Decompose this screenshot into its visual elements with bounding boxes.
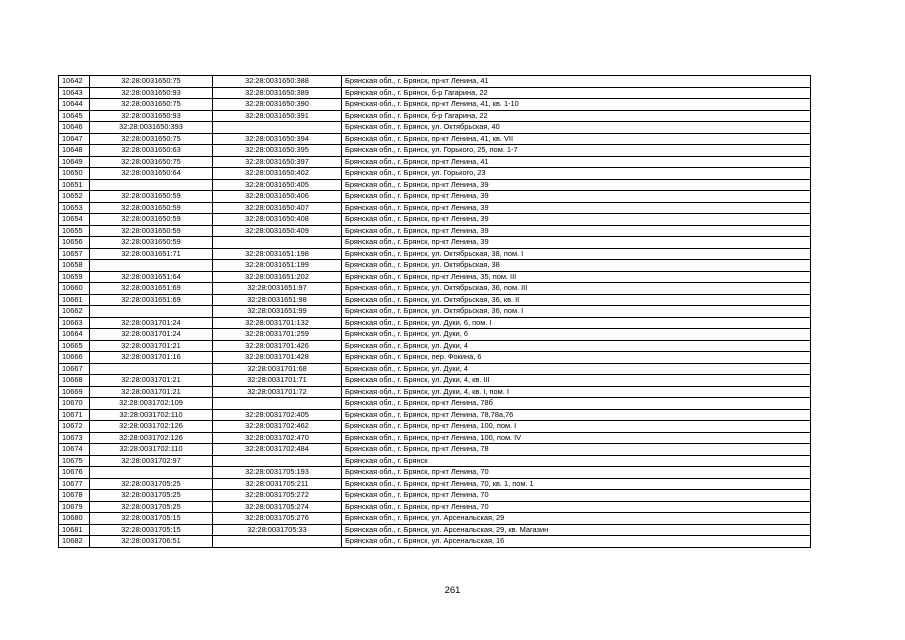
- row-number-cell: 10651: [59, 179, 90, 191]
- land-parcel-number-cell: 32:28:0031701:21: [90, 386, 213, 398]
- table-row: [59, 110, 811, 122]
- address-cell: Брянская обл., г. Брянск, пр-кт Ленина, 70: [342, 467, 811, 479]
- land-parcel-number-cell: 32:28:0031702:110: [90, 409, 213, 421]
- address-cell: Брянская обл., г. Брянск, пр-кт Ленина, 41: [342, 156, 811, 168]
- row-number-cell: 10661: [59, 294, 90, 306]
- land-parcel-number-cell: 32:28:0031650:59: [90, 202, 213, 214]
- table-row: [59, 421, 811, 433]
- object-cadastral-number-cell: [213, 536, 342, 548]
- object-cadastral-number-cell: 32:28:0031701:71: [213, 375, 342, 387]
- table-row: [59, 317, 811, 329]
- object-cadastral-number-cell: 32:28:0031650:397: [213, 156, 342, 168]
- land-parcel-number-cell: 32:28:0031705:25: [90, 501, 213, 513]
- table-row: [59, 99, 811, 111]
- land-parcel-number-cell: 32:28:0031651:64: [90, 271, 213, 283]
- land-parcel-number-cell: 32:28:0031702:126: [90, 432, 213, 444]
- object-cadastral-number-cell: 32:28:0031651:97: [213, 283, 342, 295]
- land-parcel-number-cell: 32:28:0031650:63: [90, 145, 213, 157]
- row-number-cell: 10672: [59, 421, 90, 433]
- address-cell: Брянская обл., г. Брянск, б-р Гагарина, 22: [342, 87, 811, 99]
- land-parcel-number-cell: [90, 306, 213, 318]
- address-cell: Брянская обл., г. Брянск, ул. Октябрьская, 40: [342, 122, 811, 134]
- address-cell: Брянская обл., г. Брянск, ул. Арсенальская, 29, кв. Магазин: [342, 524, 811, 536]
- address-cell: Брянская обл., г. Брянск, пр-кт Ленина, 41, кв. 1-10: [342, 99, 811, 111]
- table-row: [59, 398, 811, 410]
- address-cell: Брянская обл., г. Брянск, ул. Арсенальская, 29: [342, 513, 811, 525]
- table-row: [59, 375, 811, 387]
- object-cadastral-number-cell: 32:28:0031702:405: [213, 409, 342, 421]
- object-cadastral-number-cell: 32:28:0031650:408: [213, 214, 342, 226]
- address-cell: Брянская обл., г. Брянск, пр-кт Ленина, 78,78а,76: [342, 409, 811, 421]
- table-row: [59, 283, 811, 295]
- object-cadastral-number-cell: 32:28:0031650:389: [213, 87, 342, 99]
- address-cell: Брянская обл., г. Брянск, пр-кт Ленина, 39: [342, 202, 811, 214]
- object-cadastral-number-cell: 32:28:0031651:199: [213, 260, 342, 272]
- land-parcel-number-cell: 32:28:0031650:75: [90, 99, 213, 111]
- address-cell: Брянская обл., г. Брянск, ул. Дуки, 4: [342, 340, 811, 352]
- land-parcel-number-cell: 32:28:0031650:75: [90, 76, 213, 88]
- row-number-cell: 10648: [59, 145, 90, 157]
- address-cell: Брянская обл., г. Брянск, ул. Октябрьская, 38: [342, 260, 811, 272]
- object-cadastral-number-cell: 32:28:0031705:193: [213, 467, 342, 479]
- row-number-cell: 10676: [59, 467, 90, 479]
- object-cadastral-number-cell: 32:28:0031701:428: [213, 352, 342, 364]
- row-number-cell: 10677: [59, 478, 90, 490]
- address-cell: Брянская обл., г. Брянск, пр-кт Ленина, 70: [342, 501, 811, 513]
- row-number-cell: 10667: [59, 363, 90, 375]
- row-number-cell: 10657: [59, 248, 90, 260]
- row-number-cell: 10659: [59, 271, 90, 283]
- object-cadastral-number-cell: 32:28:0031651:98: [213, 294, 342, 306]
- address-cell: Брянская обл., г. Брянск, пер. Фокина, 6: [342, 352, 811, 364]
- table-row: [59, 202, 811, 214]
- land-parcel-number-cell: 32:28:0031650:59: [90, 214, 213, 226]
- object-cadastral-number-cell: 32:28:0031651:198: [213, 248, 342, 260]
- address-cell: Брянская обл., г. Брянск, ул. Дуки, 6, пом. I: [342, 317, 811, 329]
- land-parcel-number-cell: 32:28:0031651:69: [90, 283, 213, 295]
- table-row: [59, 156, 811, 168]
- table-row: [59, 455, 811, 467]
- address-cell: Брянская обл., г. Брянск, пр-кт Ленина, 39: [342, 179, 811, 191]
- address-cell: Брянская обл., г. Брянск, ул. Октябрьская, 38, пом. I: [342, 248, 811, 260]
- row-number-cell: 10666: [59, 352, 90, 364]
- land-parcel-number-cell: 32:28:0031706:51: [90, 536, 213, 548]
- land-parcel-number-cell: 32:28:0031701:21: [90, 340, 213, 352]
- table-row: [59, 145, 811, 157]
- land-parcel-number-cell: 32:28:0031650:59: [90, 191, 213, 203]
- land-parcel-number-cell: 32:28:0031701:24: [90, 329, 213, 341]
- table-row: [59, 214, 811, 226]
- row-number-cell: 10649: [59, 156, 90, 168]
- address-cell: Брянская обл., г. Брянск, б-р Гагарина, 22: [342, 110, 811, 122]
- land-parcel-number-cell: 32:28:0031650:393: [90, 122, 213, 134]
- table-row: [59, 352, 811, 364]
- row-number-cell: 10652: [59, 191, 90, 203]
- table-row: [59, 329, 811, 341]
- table-row: [59, 168, 811, 180]
- object-cadastral-number-cell: 32:28:0031702:462: [213, 421, 342, 433]
- row-number-cell: 10662: [59, 306, 90, 318]
- address-cell: Брянская обл., г. Брянск, пр-кт Ленина, 39: [342, 237, 811, 249]
- address-cell: Брянская обл., г. Брянск, пр-кт Ленина, 70: [342, 490, 811, 502]
- land-parcel-number-cell: 32:28:0031650:59: [90, 225, 213, 237]
- object-cadastral-number-cell: 32:28:0031701:132: [213, 317, 342, 329]
- row-number-cell: 10682: [59, 536, 90, 548]
- land-parcel-number-cell: 32:28:0031702:109: [90, 398, 213, 410]
- object-cadastral-number-cell: 32:28:0031705:211: [213, 478, 342, 490]
- object-cadastral-number-cell: 32:28:0031705:276: [213, 513, 342, 525]
- address-cell: Брянская обл., г. Брянск, ул. Арсенальская, 16: [342, 536, 811, 548]
- address-cell: Брянская обл., г. Брянск, ул. Дуки, 4, кв. III: [342, 375, 811, 387]
- land-parcel-number-cell: 32:28:0031650:75: [90, 133, 213, 145]
- row-number-cell: 10650: [59, 168, 90, 180]
- table-row: [59, 490, 811, 502]
- table-row: [59, 271, 811, 283]
- table-row: [59, 306, 811, 318]
- address-cell: Брянская обл., г. Брянск, ул. Октябрьская, 36, кв. II: [342, 294, 811, 306]
- object-cadastral-number-cell: 32:28:0031705:274: [213, 501, 342, 513]
- object-cadastral-number-cell: 32:28:0031650:405: [213, 179, 342, 191]
- address-cell: Брянская обл., г. Брянск, пр-кт Ленина, 39: [342, 191, 811, 203]
- row-number-cell: 10660: [59, 283, 90, 295]
- object-cadastral-number-cell: 32:28:0031650:391: [213, 110, 342, 122]
- table-row: [59, 260, 811, 272]
- address-cell: Брянская обл., г. Брянск: [342, 455, 811, 467]
- address-cell: Брянская обл., г. Брянск, пр-кт Ленина, 35, пом. III: [342, 271, 811, 283]
- row-number-cell: 10656: [59, 237, 90, 249]
- object-cadastral-number-cell: 32:28:0031650:402: [213, 168, 342, 180]
- land-parcel-number-cell: [90, 363, 213, 375]
- land-parcel-number-cell: 32:28:0031702:126: [90, 421, 213, 433]
- address-cell: Брянская обл., г. Брянск, ул. Дуки, 6: [342, 329, 811, 341]
- table-row: [59, 513, 811, 525]
- row-number-cell: 10644: [59, 99, 90, 111]
- object-cadastral-number-cell: 32:28:0031650:407: [213, 202, 342, 214]
- object-cadastral-number-cell: 32:28:0031701:68: [213, 363, 342, 375]
- land-parcel-number-cell: 32:28:0031702:110: [90, 444, 213, 456]
- object-cadastral-number-cell: 32:28:0031650:406: [213, 191, 342, 203]
- row-number-cell: 10665: [59, 340, 90, 352]
- address-cell: Брянская обл., г. Брянск, ул. Горького, 23: [342, 168, 811, 180]
- table-row: [59, 248, 811, 260]
- table-row: [59, 536, 811, 548]
- land-parcel-number-cell: 32:28:0031651:69: [90, 294, 213, 306]
- table-row: [59, 294, 811, 306]
- table-row: [59, 76, 811, 88]
- object-cadastral-number-cell: 32:28:0031650:390: [213, 99, 342, 111]
- land-parcel-number-cell: 32:28:0031701:16: [90, 352, 213, 364]
- registry-body: [59, 76, 811, 548]
- land-parcel-number-cell: 32:28:0031705:15: [90, 524, 213, 536]
- object-cadastral-number-cell: 32:28:0031650:388: [213, 76, 342, 88]
- land-parcel-number-cell: 32:28:0031702:97: [90, 455, 213, 467]
- row-number-cell: 10646: [59, 122, 90, 134]
- land-parcel-number-cell: 32:28:0031705:25: [90, 478, 213, 490]
- land-parcel-number-cell: [90, 467, 213, 479]
- land-parcel-number-cell: 32:28:0031650:93: [90, 110, 213, 122]
- table-row: [59, 409, 811, 421]
- address-cell: Брянская обл., г. Брянск, ул. Октябрьская, 36, пом. III: [342, 283, 811, 295]
- land-parcel-number-cell: [90, 179, 213, 191]
- object-cadastral-number-cell: [213, 455, 342, 467]
- table-row: [59, 467, 811, 479]
- row-number-cell: 10653: [59, 202, 90, 214]
- table-row: [59, 478, 811, 490]
- table-row: [59, 225, 811, 237]
- row-number-cell: 10675: [59, 455, 90, 467]
- land-parcel-number-cell: [90, 260, 213, 272]
- land-parcel-number-cell: 32:28:0031650:64: [90, 168, 213, 180]
- table-row: [59, 444, 811, 456]
- row-number-cell: 10664: [59, 329, 90, 341]
- object-cadastral-number-cell: 32:28:0031650:409: [213, 225, 342, 237]
- table-row: [59, 133, 811, 145]
- object-cadastral-number-cell: [213, 398, 342, 410]
- table-row: [59, 524, 811, 536]
- land-parcel-number-cell: 32:28:0031651:71: [90, 248, 213, 260]
- address-cell: Брянская обл., г. Брянск, пр-кт Ленина, 100, пом. IV: [342, 432, 811, 444]
- row-number-cell: 10680: [59, 513, 90, 525]
- land-parcel-number-cell: 32:28:0031650:59: [90, 237, 213, 249]
- table-row: [59, 432, 811, 444]
- row-number-cell: 10654: [59, 214, 90, 226]
- address-cell: Брянская обл., г. Брянск, пр-кт Ленина, 41, кв. VII: [342, 133, 811, 145]
- row-number-cell: 10642: [59, 76, 90, 88]
- object-cadastral-number-cell: 32:28:0031702:484: [213, 444, 342, 456]
- land-parcel-number-cell: 32:28:0031650:75: [90, 156, 213, 168]
- land-parcel-number-cell: 32:28:0031705:15: [90, 513, 213, 525]
- address-cell: Брянская обл., г. Брянск, ул. Дуки, 4: [342, 363, 811, 375]
- table-row: [59, 237, 811, 249]
- table-row: [59, 386, 811, 398]
- table-row: [59, 363, 811, 375]
- land-parcel-number-cell: 32:28:0031650:93: [90, 87, 213, 99]
- object-cadastral-number-cell: 32:28:0031701:72: [213, 386, 342, 398]
- table-row: [59, 191, 811, 203]
- object-cadastral-number-cell: 32:28:0031650:394: [213, 133, 342, 145]
- row-number-cell: 10669: [59, 386, 90, 398]
- address-cell: Брянская обл., г. Брянск, пр-кт Ленина, 41: [342, 76, 811, 88]
- table-row: [59, 179, 811, 191]
- object-cadastral-number-cell: [213, 122, 342, 134]
- row-number-cell: 10643: [59, 87, 90, 99]
- object-cadastral-number-cell: 32:28:0031701:426: [213, 340, 342, 352]
- object-cadastral-number-cell: 32:28:0031650:395: [213, 145, 342, 157]
- table-row: [59, 340, 811, 352]
- row-number-cell: 10668: [59, 375, 90, 387]
- row-number-cell: 10671: [59, 409, 90, 421]
- row-number-cell: 10670: [59, 398, 90, 410]
- object-cadastral-number-cell: 32:28:0031705:33: [213, 524, 342, 536]
- address-cell: Брянская обл., г. Брянск, пр-кт Ленина, 70, кв. 1, пом. 1: [342, 478, 811, 490]
- row-number-cell: 10678: [59, 490, 90, 502]
- address-cell: Брянская обл., г. Брянск, пр-кт Ленина, 78б: [342, 398, 811, 410]
- row-number-cell: 10663: [59, 317, 90, 329]
- address-cell: Брянская обл., г. Брянск, ул. Дуки, 4, кв. I, пом. I: [342, 386, 811, 398]
- table-row: [59, 501, 811, 513]
- row-number-cell: 10647: [59, 133, 90, 145]
- table-row: [59, 122, 811, 134]
- address-cell: Брянская обл., г. Брянск, ул. Горького, 25, пом. 1-7: [342, 145, 811, 157]
- land-parcel-number-cell: 32:28:0031701:21: [90, 375, 213, 387]
- object-cadastral-number-cell: 32:28:0031651:99: [213, 306, 342, 318]
- address-cell: Брянская обл., г. Брянск, пр-кт Ленина, 100, пом. I: [342, 421, 811, 433]
- address-cell: Брянская обл., г. Брянск, пр-кт Ленина, 78: [342, 444, 811, 456]
- registry-table: [58, 75, 811, 548]
- object-cadastral-number-cell: 32:28:0031651:202: [213, 271, 342, 283]
- row-number-cell: 10681: [59, 524, 90, 536]
- row-number-cell: 10645: [59, 110, 90, 122]
- address-cell: Брянская обл., г. Брянск, пр-кт Ленина, 39: [342, 214, 811, 226]
- row-number-cell: 10655: [59, 225, 90, 237]
- row-number-cell: 10674: [59, 444, 90, 456]
- table-row: [59, 87, 811, 99]
- object-cadastral-number-cell: [213, 237, 342, 249]
- page-number: 261: [444, 585, 461, 596]
- object-cadastral-number-cell: 32:28:0031701:259: [213, 329, 342, 341]
- land-parcel-number-cell: 32:28:0031705:25: [90, 490, 213, 502]
- address-cell: Брянская обл., г. Брянск, ул. Октябрьская, 36, пом. I: [342, 306, 811, 318]
- object-cadastral-number-cell: 32:28:0031702:470: [213, 432, 342, 444]
- row-number-cell: 10673: [59, 432, 90, 444]
- row-number-cell: 10679: [59, 501, 90, 513]
- row-number-cell: 10658: [59, 260, 90, 272]
- address-cell: Брянская обл., г. Брянск, пр-кт Ленина, 39: [342, 225, 811, 237]
- land-parcel-number-cell: 32:28:0031701:24: [90, 317, 213, 329]
- object-cadastral-number-cell: 32:28:0031705:272: [213, 490, 342, 502]
